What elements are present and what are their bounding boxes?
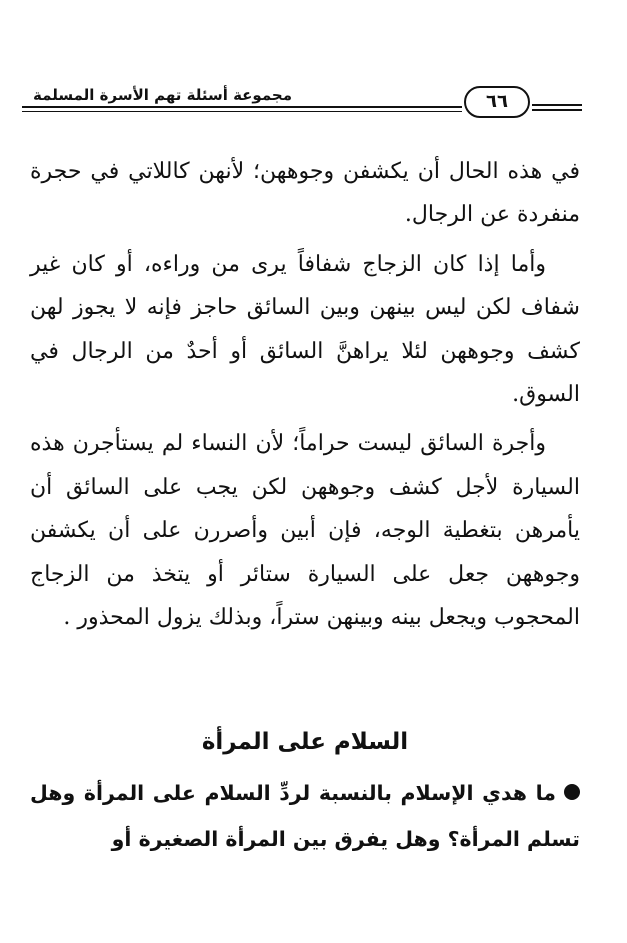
header-rule-right-lower — [532, 109, 582, 111]
header-rule-thick — [22, 106, 462, 108]
paragraph-1: في هذه الحال أن يكشفن وجوههن؛ لأنهن كاللاتي في حجرة منفردة عن الرجال. — [30, 159, 580, 228]
paragraph-2: وأما إذا كان الزجاج شفافاً يرى من وراءه، أو كان غير شفاف لكن ليس بينهن وبين السائق حاجز فإنه لا يجوز لهن كشف وجوههن لئلا يراهنَّ السائق أو أحدٌ من الرجال في السوق. — [30, 251, 580, 408]
question-text: ما هدي الإسلام بالنسبة لردِّ السلام على المرأة وهل تسلم المرأة؟ وهل يفرق بين المرأة الصغيرة أو — [30, 781, 580, 851]
question — [30, 770, 580, 862]
body-text — [30, 150, 580, 645]
running-title: مجموعة أسئلة تهم الأسرة المسلمة — [33, 86, 292, 104]
bullet-icon — [564, 784, 580, 800]
header-rule-right-upper — [532, 104, 582, 106]
page-number: ٦٦ — [464, 86, 530, 118]
paragraph-3: وأجرة السائق ليست حراماً؛ لأن النساء لم يستأجرن هذه السيارة لأجل كشف وجوههن لكن يجب على السائق أن يأمرهن بتغطية الوجه، فإن أبين وأصررن على أن يكشفن وجوههن جعل على السيارة ستائر أو يتخذ من الزجاج المحجوب ويجعل بينه وبينهن ستراً، وبذلك يزول المحذور . — [30, 431, 580, 631]
page-header — [22, 78, 582, 124]
section-heading: السلام على المرأة — [201, 729, 409, 755]
header-rule-thin — [22, 111, 462, 112]
